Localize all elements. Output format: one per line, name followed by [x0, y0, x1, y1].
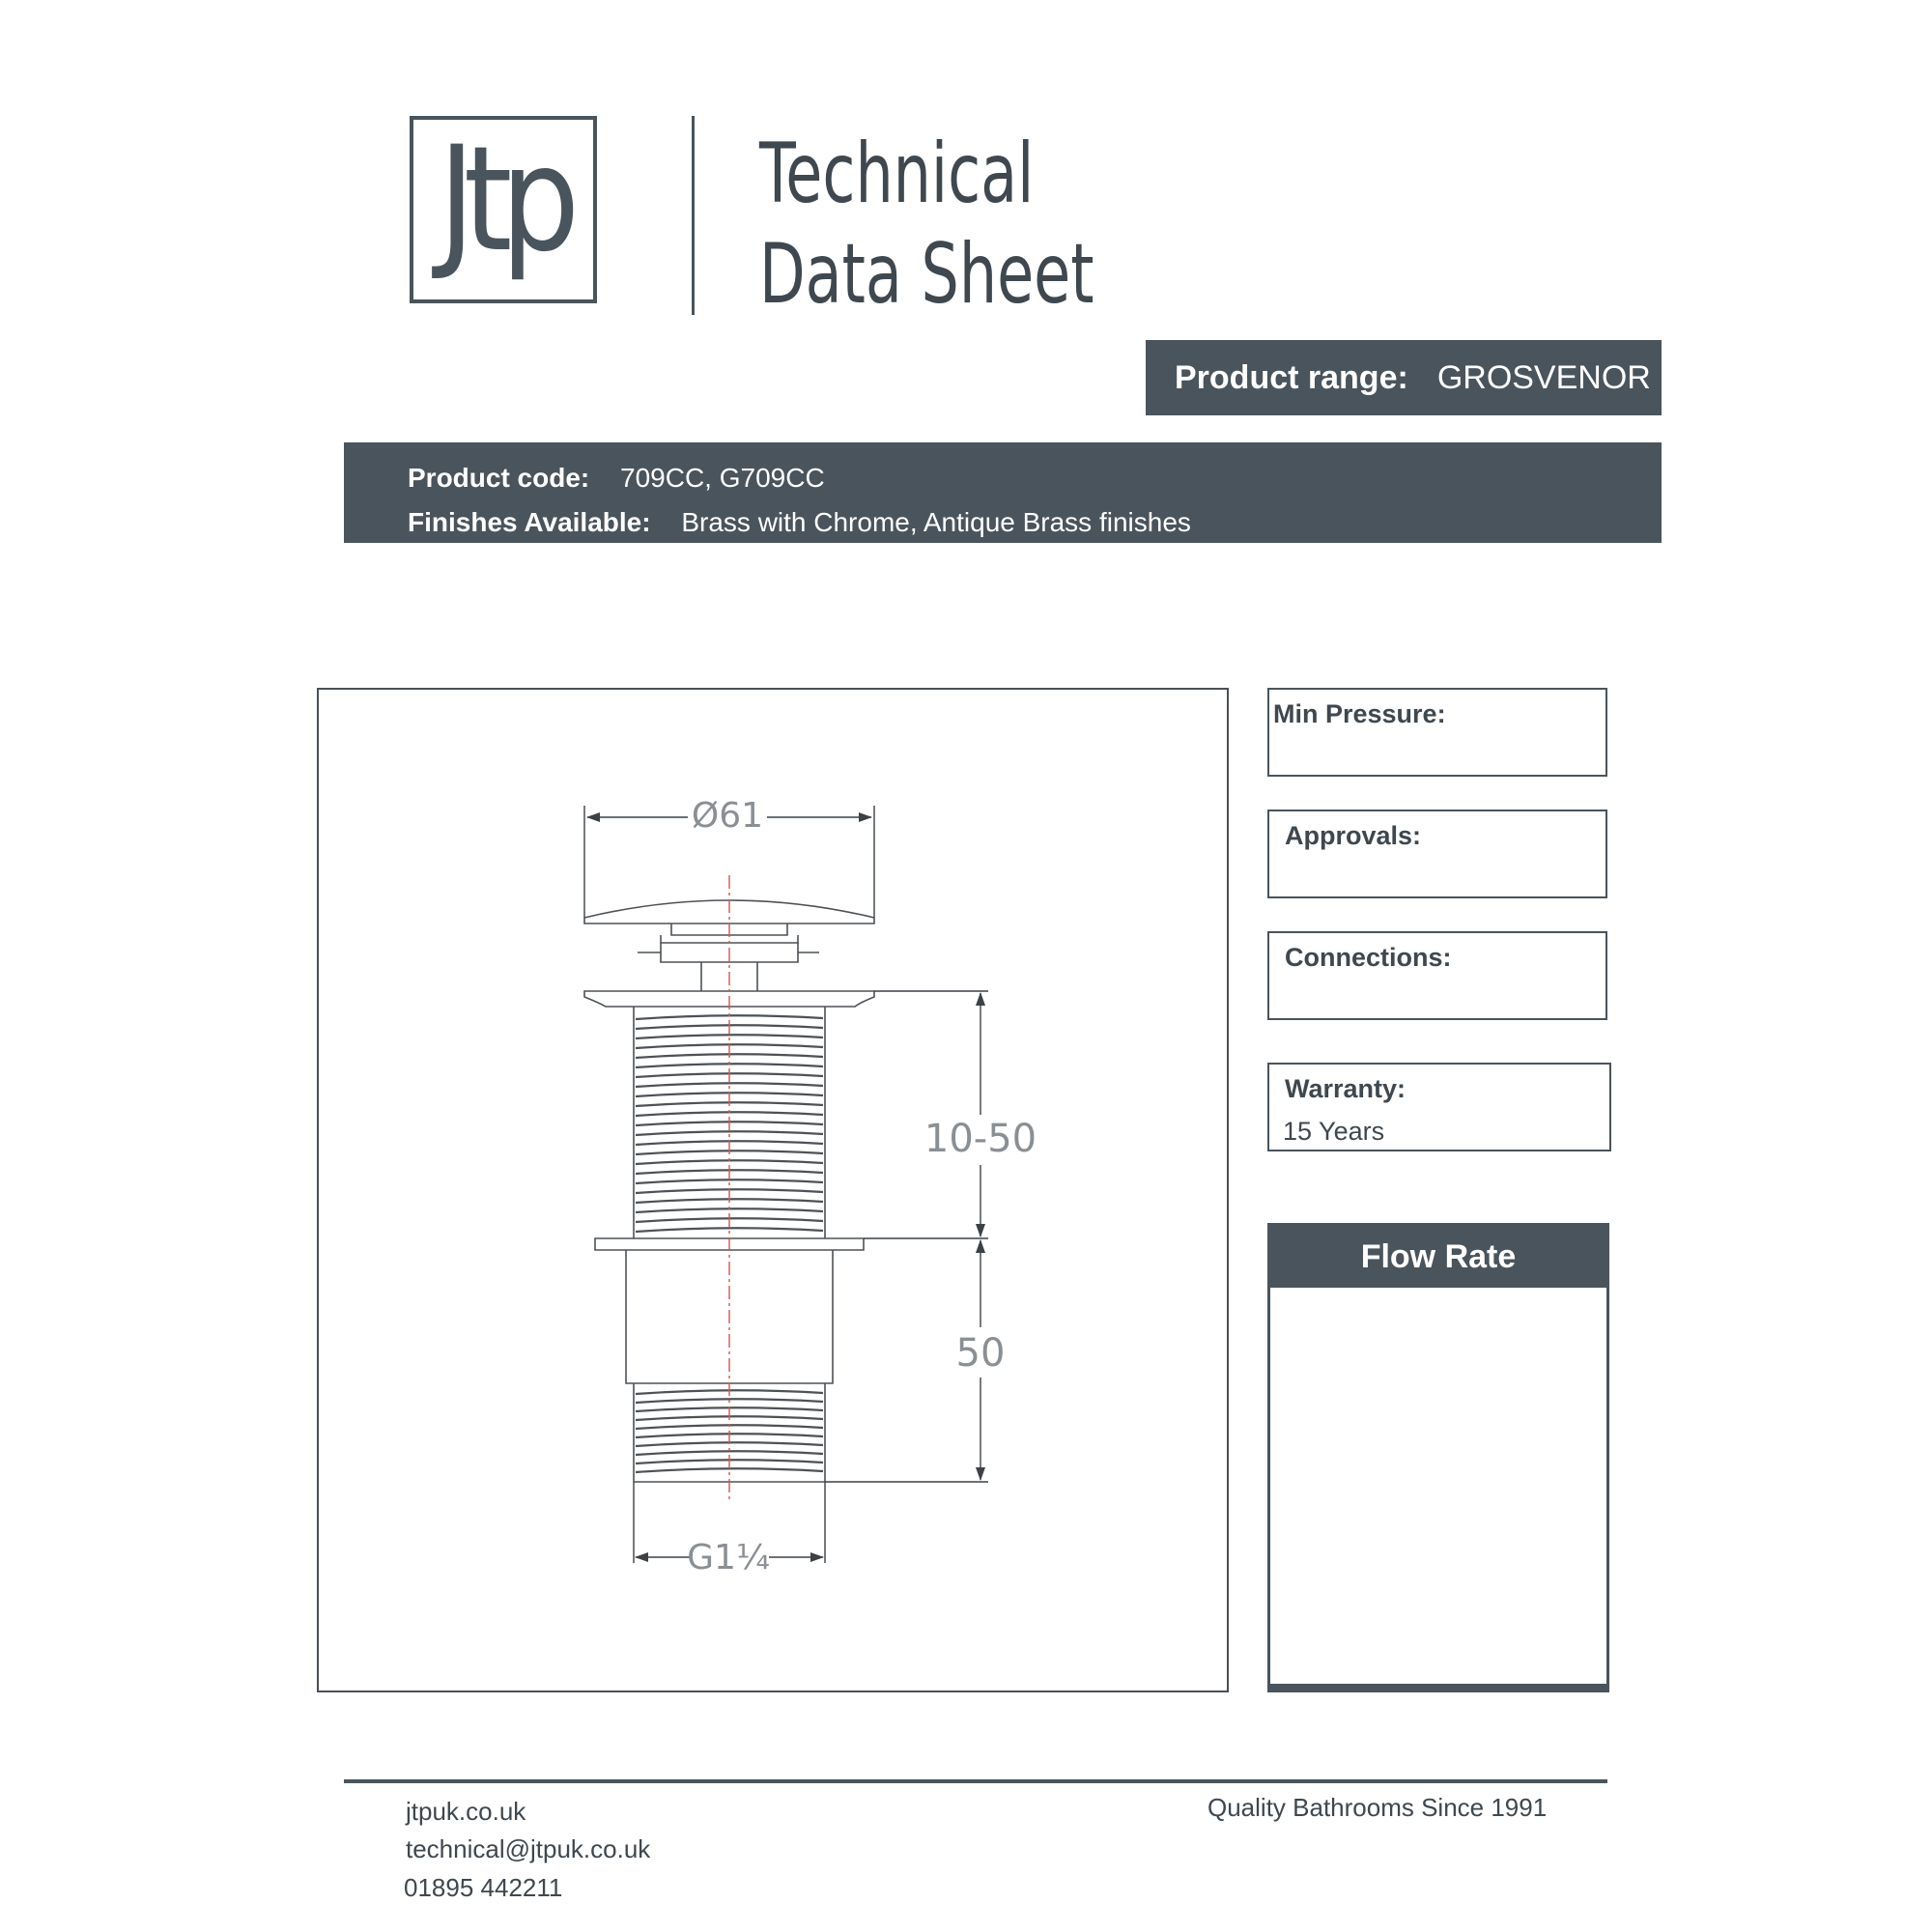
flow-rate-box — [1267, 1223, 1609, 1692]
footer-tagline: Quality Bathrooms Since 1991 — [1208, 1793, 1548, 1822]
approvals-box — [1267, 810, 1607, 898]
connections-label: Connections: — [1285, 943, 1452, 972]
dim-thread-label: G1¼ — [687, 1538, 770, 1577]
technical-drawing-frame — [317, 688, 1229, 1692]
waste-drawing-svg — [319, 690, 1231, 1694]
footer-website[interactable]: jtpuk.co.uk — [406, 1797, 526, 1826]
warranty-box — [1267, 1063, 1611, 1151]
min-pressure-box — [1267, 688, 1607, 777]
page-title — [759, 124, 1094, 325]
product-range-label: Product range: — [1175, 358, 1408, 396]
warranty-label: Warranty: — [1285, 1074, 1406, 1103]
connections-box — [1267, 931, 1607, 1020]
finishes-row — [408, 500, 1662, 545]
dim-length-label: 50 — [955, 1331, 1006, 1376]
finishes-value: Brass with Chrome, Antique Brass finishes — [681, 507, 1191, 537]
dim-range-label: 10-50 — [923, 1117, 1037, 1161]
title-line-1: Technical — [759, 126, 1035, 222]
footer-phone: 01895 442211 — [404, 1873, 563, 1902]
dimension-lines — [584, 806, 988, 1563]
jtp-logo — [410, 116, 597, 303]
min-pressure-label: Min Pressure: — [1273, 699, 1446, 728]
logo-text: Jtp — [438, 116, 569, 284]
thread-line — [636, 1468, 823, 1472]
product-range-value: GROSVENOR — [1436, 358, 1651, 396]
footer-rule — [344, 1779, 1607, 1783]
flow-rate-title: Flow Rate — [1270, 1226, 1606, 1288]
approvals-label: Approvals: — [1285, 821, 1422, 850]
product-code-row — [408, 456, 1662, 500]
dim-diameter-label: Ø61 — [691, 796, 764, 836]
product-range-bar — [1146, 340, 1662, 415]
warranty-value: 15 Years — [1283, 1117, 1385, 1146]
product-code-value: 709CC, G709CC — [620, 463, 825, 493]
product-code-label: Product code: — [408, 463, 590, 493]
finishes-label: Finishes Available: — [408, 507, 651, 537]
header-divider — [692, 116, 695, 315]
title-line-2: Data Sheet — [759, 226, 1094, 323]
flow-rate-bottom-bar — [1270, 1684, 1606, 1690]
footer-email[interactable]: technical@jtpuk.co.uk — [406, 1834, 651, 1863]
thread-line — [636, 1451, 823, 1455]
product-info-bar — [344, 442, 1662, 543]
